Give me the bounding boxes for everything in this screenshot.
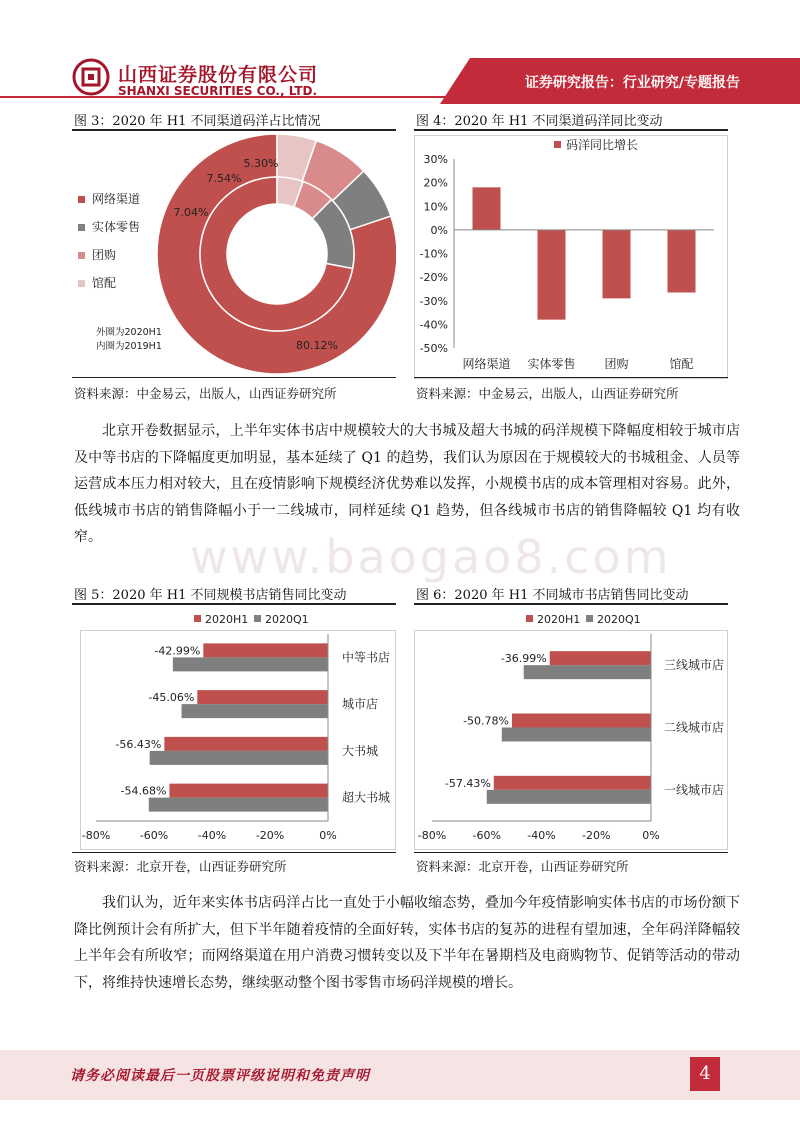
donut-label-2: 7.54% (206, 172, 242, 185)
bar-0-2 (494, 776, 651, 790)
category-label-0: 中等书店 (342, 650, 391, 665)
data-label-2: -57.43% (444, 776, 491, 790)
figure6-title-rule (414, 603, 728, 605)
data-label-3: -54.68% (120, 784, 167, 798)
category-label-2: 一线城市店 (664, 782, 725, 797)
bar-1 (538, 230, 566, 320)
y-tick-2: 10% (423, 200, 448, 214)
footer-disclaimer: 请务必阅读最后一页股票评级说明和免责声明 (70, 1068, 370, 1084)
category-label-1: 二线城市店 (664, 720, 725, 735)
data-label-0: -42.99% (154, 644, 201, 658)
x-label-2: 团购 (604, 357, 629, 371)
category-label-2: 大书城 (342, 743, 379, 758)
data-label-1: -50.78% (463, 714, 509, 728)
figure3-title-rule (72, 129, 396, 131)
x-label-1: 实体零售 (527, 357, 576, 371)
legend-swatch-0 (78, 196, 85, 203)
x-tick-0: -80% (417, 829, 447, 842)
x-tick-4: 0% (642, 829, 660, 842)
bar-3 (668, 230, 696, 293)
legend-note-outer: 外圈为2020H1 (96, 327, 162, 338)
data-label-1: -45.06% (148, 691, 195, 705)
donut-label-0: 80.12% (296, 339, 338, 352)
bar-0-0 (203, 643, 328, 657)
x-tick-3: -20% (582, 829, 611, 842)
figure6-bar-chart (414, 606, 728, 850)
x-tick-2: -40% (527, 829, 556, 842)
category-label-1: 城市店 (342, 697, 379, 712)
legend-swatch (554, 141, 561, 148)
legend-label-1: 2020Q1 (265, 613, 309, 626)
x-label-0: 网络渠道 (462, 357, 511, 371)
legend-label-3: 馆配 (92, 276, 117, 290)
x-tick-0: -80% (81, 829, 111, 842)
figure3-source-rule (72, 377, 396, 378)
figure3-source: 资料来源：中金易云，出版人，山西证券研究所 (74, 386, 337, 401)
y-tick-0: 30% (423, 153, 448, 166)
bar-0-1 (512, 714, 651, 728)
bar-1-2 (487, 790, 651, 804)
y-tick-3: 0% (430, 223, 448, 237)
figure5-bar-chart (72, 606, 396, 850)
figure4-source: 资料来源：中金易云，出版人，山西证券研究所 (416, 386, 679, 401)
legend-label: 码洋同比增长 (566, 138, 639, 152)
data-label-0: -36.99% (500, 652, 547, 666)
figure6-source-rule (414, 852, 728, 853)
legend-swatch-2 (78, 252, 85, 259)
donut-label-3: 5.30% (243, 157, 279, 170)
figure6-source: 资料来源：北京开卷，山西证券研究所 (416, 859, 629, 874)
legend-label-1: 实体零售 (92, 220, 141, 234)
paragraph-2-text: 我们认为，近年来实体书店码洋占比一直处于小幅收缩态势，叠加今年疫情影响实体书店的市场份额下降比例预计会有所扩大，但下半年随着疫情的全面好转，实体书店的复苏的进程有望加速，全年码洋降幅较上半年会有所收窄；而网络渠道在用户消费习惯转变以及下半年在暑期档及电商购物节、促销等活动的带动下，将维持快速增长态势，继续驱动整个图书零售市场码洋规模的增长。 (74, 895, 740, 991)
company-name-en: SHANXI SECURITIES CO., LTD. (118, 84, 318, 98)
figure3-donut-chart (72, 133, 396, 377)
bar-0-3 (169, 784, 328, 798)
body-paragraph-2 (74, 890, 740, 996)
legend-note-inner: 内圈为2019H1 (96, 341, 162, 352)
x-tick-4: 0% (319, 829, 337, 842)
bar-1-3 (149, 798, 328, 812)
x-tick-2: -40% (197, 829, 227, 842)
bar-1-1 (502, 728, 651, 742)
x-tick-1: -60% (472, 829, 501, 842)
figure4-bar-chart (414, 135, 728, 377)
bar-0 (473, 187, 501, 230)
bar-1-0 (524, 665, 651, 679)
bar-0-2 (164, 737, 328, 751)
figure3-title: 图 3：2020 年 H1 不同渠道码洋占比情况 (74, 114, 321, 129)
page-number: 4 (690, 1057, 720, 1091)
y-tick-6: -30% (419, 294, 448, 308)
bar-0-1 (197, 690, 328, 704)
company-logo-icon (72, 58, 110, 96)
legend-swatch-1 (586, 615, 593, 622)
figure5-title: 图 5：2020 年 H1 不同规模书店销售同比变动 (74, 588, 347, 603)
legend-label-0: 2020H1 (205, 613, 249, 626)
y-tick-5: -20% (419, 271, 448, 285)
legend-swatch-0 (526, 615, 533, 622)
watermark: www.baogao8.com (190, 530, 672, 584)
category-label-3: 超大书城 (342, 790, 391, 805)
y-tick-1: 20% (423, 176, 448, 190)
donut-label-1: 7.04% (173, 206, 209, 219)
paragraph-1-text: 北京开卷数据显示，上半年实体书店中规模较大的大书城及超大书城的码洋规模下降幅度相较于城市店及中等书店的下降幅度更加明显，基本延续了 Q1 的趋势，我们认为原因在于规模较大的书城租金、人员等运营成本压力相对较大，且在疫情影响下规模经济优势难以发挥，小规模书店的成本管理相对容易。此外，低线城市书店的销售降幅小于一二线城市，同样延续 Q1 趋势，但各线城市书店的销售降幅较 Q1 均有收窄。 (74, 423, 740, 545)
legend-swatch-3 (78, 280, 85, 287)
category-label-0: 三线城市店 (664, 658, 725, 673)
y-tick-4: -10% (419, 247, 448, 261)
bar-1-2 (150, 751, 328, 765)
y-tick-7: -40% (419, 318, 448, 332)
figure5-source-rule (72, 852, 396, 853)
bar-1-0 (173, 657, 328, 671)
figure5-title-rule (72, 603, 396, 605)
y-tick-8: -50% (419, 342, 448, 355)
figure4-source-rule (414, 377, 728, 378)
report-type: 证券研究报告：行业研究/专题报告 (524, 75, 740, 91)
legend-label-0: 2020H1 (537, 613, 581, 626)
legend-label-1: 2020Q1 (597, 613, 641, 626)
bar-2 (603, 230, 631, 299)
legend-swatch-1 (78, 224, 85, 231)
x-label-3: 馆配 (669, 357, 694, 371)
figure4-title: 图 4：2020 年 H1 不同渠道码洋同比变动 (416, 114, 663, 129)
legend-swatch-1 (254, 615, 261, 622)
legend-label-0: 网络渠道 (92, 192, 141, 206)
legend-swatch-0 (194, 615, 201, 622)
bar-0-0 (550, 651, 651, 665)
figure5-source: 资料来源：北京开卷，山西证券研究所 (74, 859, 287, 874)
x-tick-1: -60% (139, 829, 169, 842)
figure6-title: 图 6：2020 年 H1 不同城市书店销售同比变动 (416, 588, 689, 603)
bar-1-1 (182, 704, 328, 718)
company-name-cn: 山西证券股份有限公司 (118, 64, 319, 86)
x-tick-3: -20% (255, 829, 285, 842)
data-label-2: -56.43% (115, 737, 162, 751)
figure4-title-rule (414, 129, 728, 131)
legend-label-2: 团购 (92, 248, 117, 262)
